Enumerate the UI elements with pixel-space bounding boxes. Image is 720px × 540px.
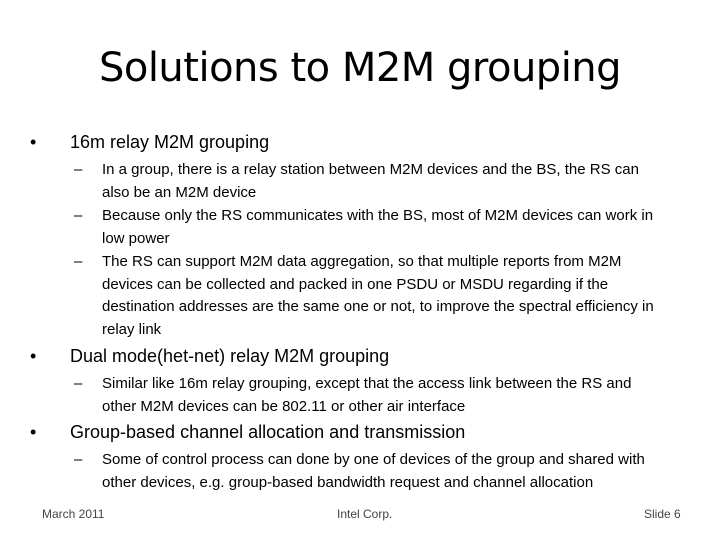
dash-marker: – (74, 375, 83, 392)
bullet-item-2 (30, 345, 700, 367)
bullet-text: Dual mode(het-net) relay M2M grouping (70, 346, 390, 366)
dash-marker: – (74, 253, 83, 270)
sub-item-text: Some of control process can done by one of devices of the group and shared with other devices, e.g. group-based bandwidth request and channel allocation (102, 451, 645, 491)
slide-title: Solutions to M2M grouping (98, 45, 622, 91)
sub-item-2-1 (74, 373, 667, 418)
sub-item-1-3 (74, 251, 667, 341)
footer-slide-number: Slide 6 (644, 507, 681, 521)
dash-marker: – (74, 451, 83, 468)
dash-marker: – (74, 161, 83, 178)
bullet-text: 16m relay M2M grouping (70, 132, 270, 152)
bullet-item-3 (30, 421, 700, 443)
sub-item-text: Because only the RS communicates with the BS, most of M2M devices can work in low power (102, 207, 654, 247)
sub-item-3-1 (74, 449, 667, 494)
bullet-text: Group-based channel allocation and transmission (70, 422, 466, 442)
bullet-marker: • (30, 346, 37, 366)
footer-org: Intel Corp. (337, 507, 393, 521)
dash-marker: – (74, 207, 83, 224)
sub-item-text: Similar like 16m relay grouping, except that the access link between the RS and other M2M devices can be 802.11 or other air interface (102, 375, 632, 415)
sub-item-1-2 (74, 205, 667, 250)
bullet-marker: • (30, 132, 37, 152)
sub-item-1-1 (74, 159, 667, 204)
bullet-marker: • (30, 422, 37, 442)
bullet-item-1 (30, 131, 700, 153)
sub-item-text: The RS can support M2M data aggregation, so that multiple reports from M2M devices can be collected and packed in one PSDU or MSDU regarding if the destination addresses are the same one or not, to improve the spectral efficiency in relay link (102, 253, 654, 338)
footer-date: March 2011 (42, 507, 105, 521)
sub-item-text: In a group, there is a relay station between M2M devices and the BS, the RS can also be an M2M device (102, 161, 639, 201)
